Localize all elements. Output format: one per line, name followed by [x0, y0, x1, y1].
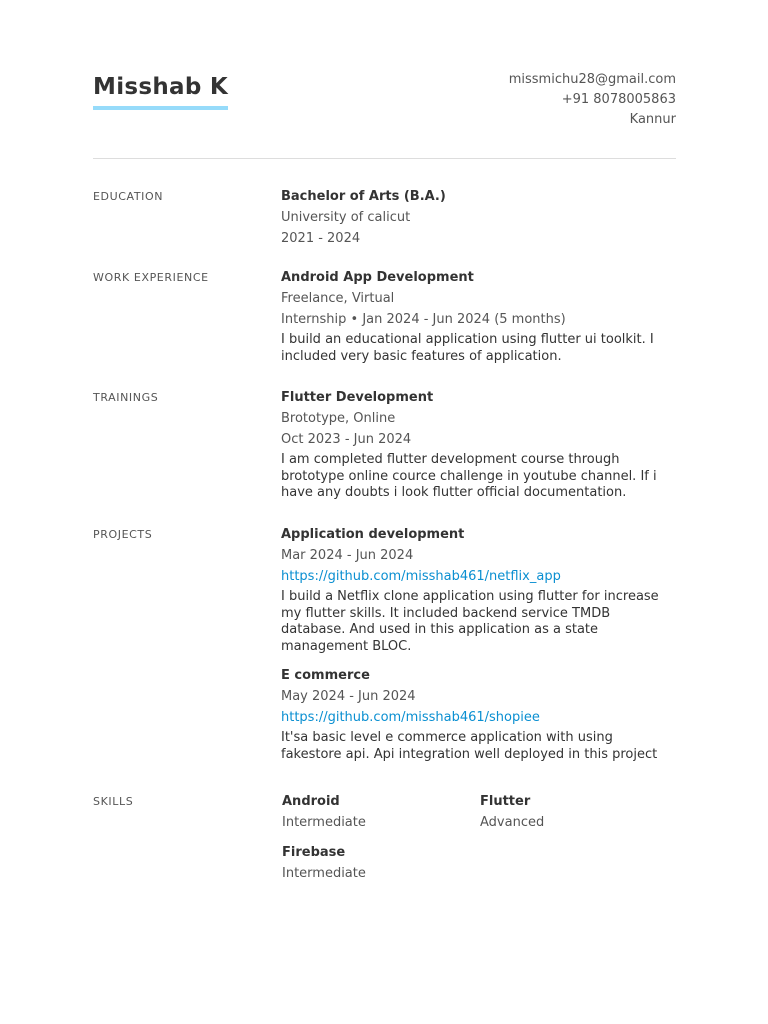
- skills-grid: [282, 792, 678, 884]
- project-dates: Mar 2024 - Jun 2024: [281, 548, 414, 563]
- section-label-skills: SKILLS: [93, 795, 134, 808]
- work-entry: [281, 268, 677, 365]
- contact-location: Kannur: [629, 112, 676, 127]
- education-body: [281, 187, 677, 249]
- training-title: Flutter Development: [281, 390, 434, 405]
- skill-level: Intermediate: [282, 866, 366, 881]
- project-link[interactable]: https://github.com/misshab461/shopiee: [281, 710, 540, 725]
- header-divider: [93, 158, 676, 159]
- section-label-education: EDUCATION: [93, 190, 164, 203]
- skills-body: [282, 792, 678, 884]
- resume-header: [93, 0, 676, 160]
- training-dates: Oct 2023 - Jun 2024: [281, 432, 412, 447]
- project-description: It'sa basic level e commerce application with using fakestore api. Api integration well deployed in this project: [281, 730, 658, 762]
- project-description: I build a Netflix clone application using flutter for increase my flutter skills. It included backend service TMDB database. And used in this application as a state management BLOC.: [281, 589, 659, 654]
- skill-name: Flutter: [480, 794, 531, 809]
- education-entry: [281, 187, 677, 249]
- skill-name: Firebase: [282, 845, 346, 860]
- training-provider: Brototype, Online: [281, 411, 396, 426]
- contact-phone[interactable]: +91 8078005863: [561, 92, 676, 107]
- project-dates: May 2024 - Jun 2024: [281, 689, 416, 704]
- training-description: I am completed flutter development course through brototype online cource challenge in youtube channel. If i have any doubts i look flutter official documentation.: [281, 452, 657, 500]
- skill-item: [282, 843, 480, 884]
- section-label-work-experience: WORK EXPERIENCE: [93, 271, 209, 284]
- skill-level: Intermediate: [282, 815, 366, 830]
- candidate-name: Misshab K: [93, 72, 228, 110]
- training-entry: [281, 388, 677, 502]
- degree-title: Bachelor of Arts (B.A.): [281, 189, 446, 204]
- institution-name: University of calicut: [281, 210, 411, 225]
- project-link[interactable]: https://github.com/misshab461/netflix_app: [281, 569, 561, 584]
- project-entry: [281, 525, 677, 655]
- job-description: I build an educational application using flutter ui toolkit. I included very basic features of application.: [281, 332, 654, 364]
- projects-body: [281, 525, 677, 763]
- section-label-projects: PROJECTS: [93, 528, 153, 541]
- skill-name: Android: [282, 794, 340, 809]
- work-body: [281, 268, 677, 365]
- contact-email[interactable]: missmichu28@gmail.com: [508, 72, 676, 87]
- trainings-body: [281, 388, 677, 502]
- project-title: Application development: [281, 527, 465, 542]
- job-company: Freelance, Virtual: [281, 291, 395, 306]
- skill-level: Advanced: [480, 815, 545, 830]
- job-type-dates: Internship • Jan 2024 - Jun 2024 (5 months): [281, 312, 566, 327]
- name-block: [93, 72, 228, 110]
- skill-item: [282, 792, 480, 833]
- resume-page: [93, 0, 676, 881]
- education-dates: 2021 - 2024: [281, 231, 361, 246]
- project-title: E commerce: [281, 668, 370, 683]
- job-title: Android App Development: [281, 270, 474, 285]
- contact-info: [509, 70, 676, 130]
- project-entry: [281, 666, 677, 763]
- section-label-trainings: TRAININGS: [93, 391, 159, 404]
- skill-item: [480, 792, 678, 833]
